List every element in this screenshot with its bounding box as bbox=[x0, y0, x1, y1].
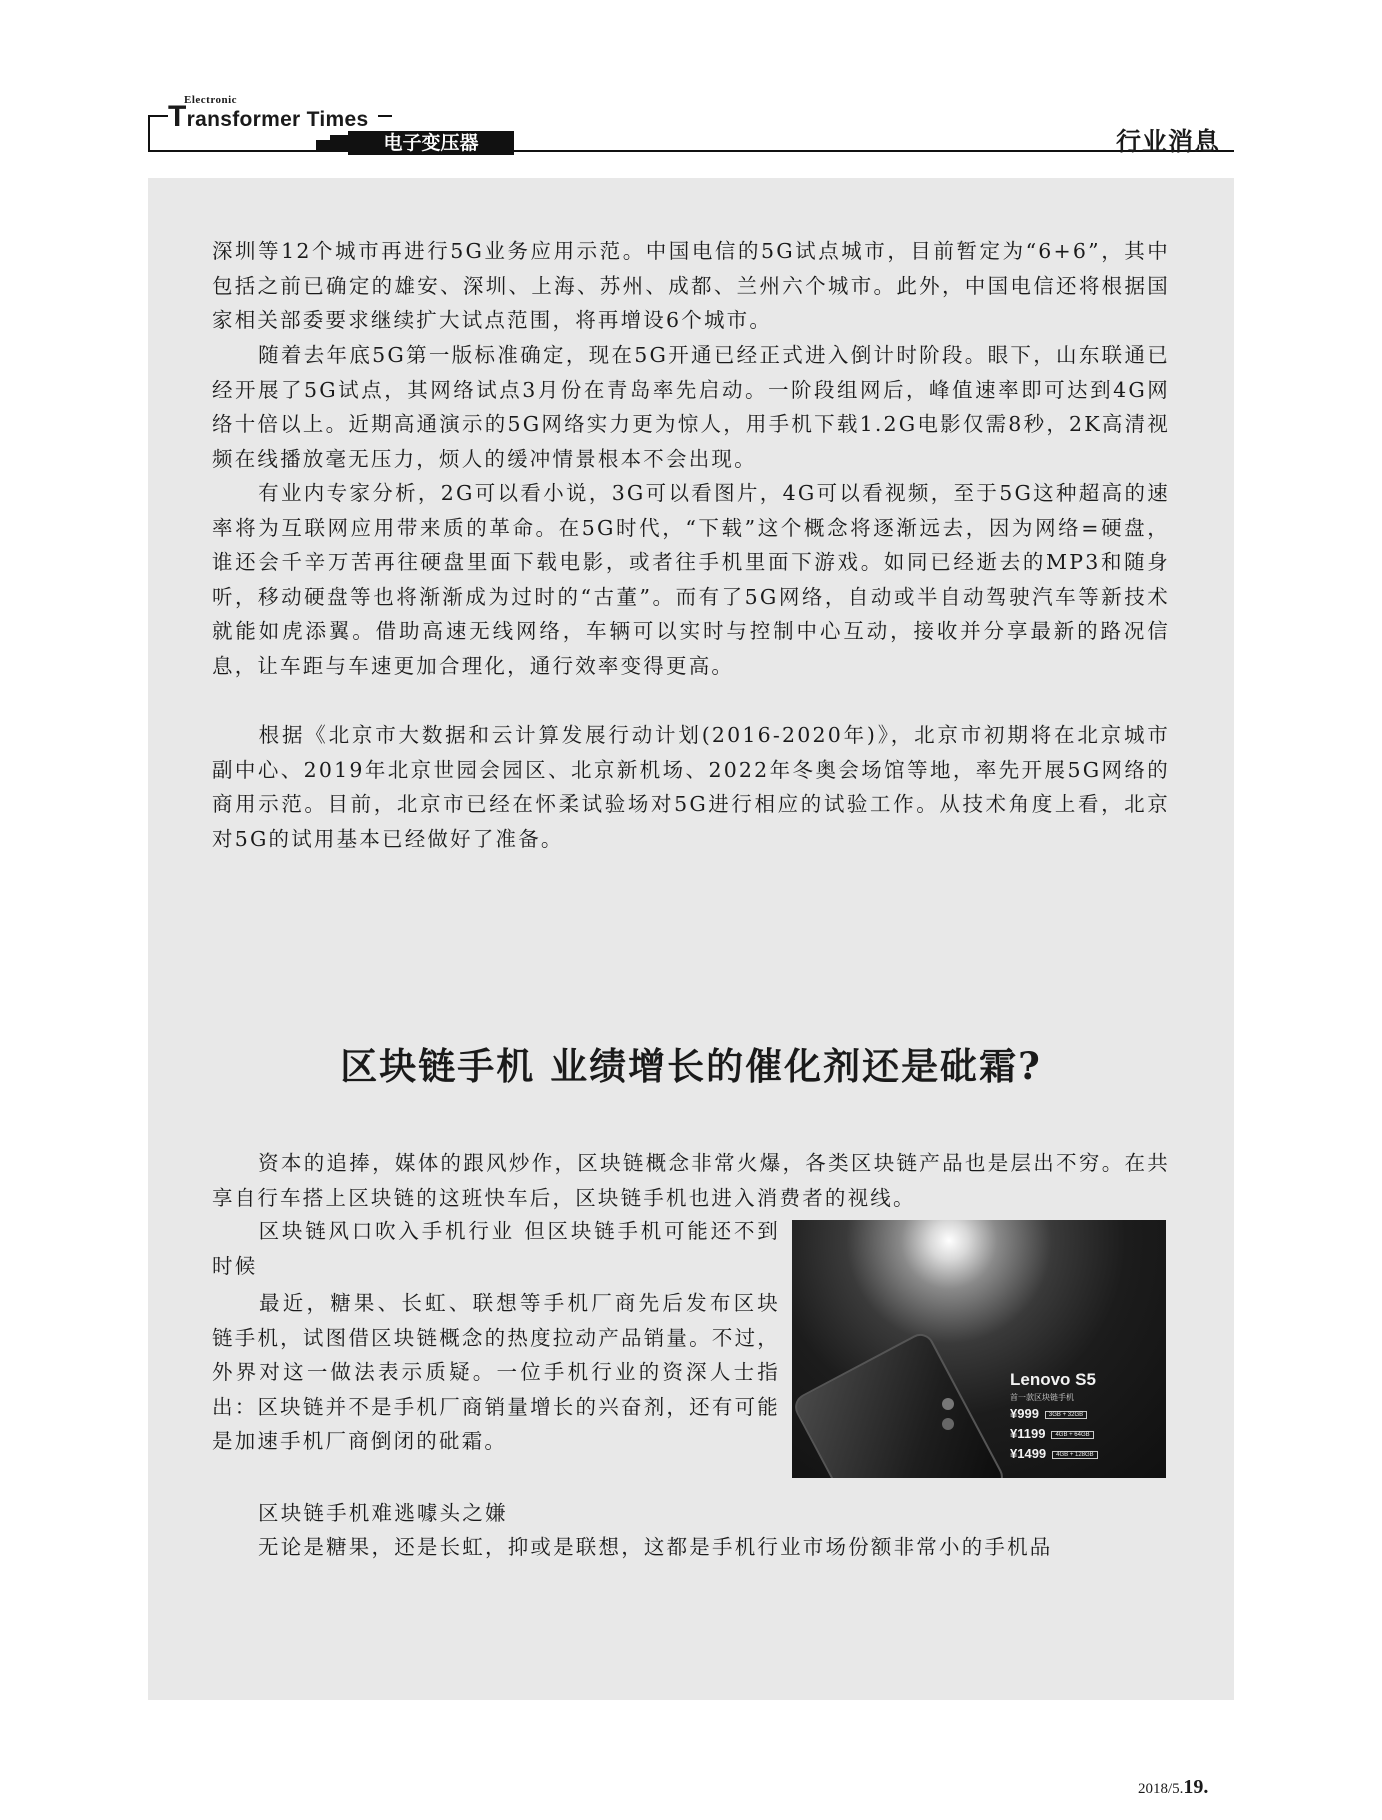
header-rule bbox=[148, 150, 316, 152]
paragraph: 深圳等12个城市再进行5G业务应用示范。中国电信的5G试点城市，目前暂定为“6+6”，其中包括之前已确定的雄安、深圳、上海、苏州、成都、兰州六个城市。此外，中国电信还将根据国家相关部委要求继续扩大试点范围，将再增设6个城市。 bbox=[212, 239, 1170, 332]
section-label: 行业消息 bbox=[1116, 127, 1221, 156]
camera-lens-icon bbox=[942, 1398, 954, 1410]
photo-price-row: ¥1199 4GB + 64GB bbox=[1010, 1426, 1094, 1441]
photo-brand: Lenovo S5 bbox=[1010, 1370, 1096, 1389]
page-number: 19. bbox=[1183, 1776, 1209, 1798]
photo-price-row: ¥999 3GB + 32GB bbox=[1010, 1406, 1087, 1421]
paragraph: 根据《北京市大数据和云计算发展行动计划(2016-2020年)》，北京市初期将在北京城市副中心、2019年北京世园会园区、北京新机场、2022年冬奥会场馆等地，率先开展5G网络的商用示范。目前，北京市已经在怀柔试验场对5G进行相应的试验工作。从技术角度上看，北京对5G的试用基本已经做好了准备。 bbox=[212, 723, 1170, 851]
paragraph: 随着去年底5G第一版标准确定，现在5G开通已经正式进入倒计时阶段。眼下，山东联通已经开展了5G试点，其网络试点3月份在青岛率先启动。一阶段组网后，峰值速率即可达到4G网络十倍以上。近期高通演示的5G网络实力更为惊人，用手机下载1.2G电影仅需8秒，2K高清视频在线播放毫无压力，烦人的缓冲情景根本不会出现。 bbox=[212, 343, 1170, 471]
lenovo-s5-photo bbox=[792, 1220, 1166, 1478]
article-intro: 资本的追捧，媒体的跟风炒作，区块链概念非常火爆，各类区块链产品也是层出不穷。在共享自行车搭上区块链的这班快车后，区块链手机也进入消费者的视线。 bbox=[212, 1151, 1170, 1210]
header-rule bbox=[148, 115, 150, 151]
page-header bbox=[0, 0, 1382, 170]
camera-lens-icon bbox=[942, 1418, 954, 1430]
article-subhead: 区块链手机难逃噱头之嫌 bbox=[258, 1501, 508, 1525]
issue-date: 2018/5. bbox=[1138, 1781, 1184, 1797]
paragraph: 有业内专家分析，2G可以看小说，3G可以看图片，4G可以看视频，至于5G这种超高的速率将为互联网应用带来质的革命。在5G时代，“下载”这个概念将逐渐远去，因为网络=硬盘，谁还会千辛万苦再往硬盘里面下载电影，或者往手机里面下游戏。如同已经逝去的MP3和随身听，移动硬盘等也将渐渐成为过时的“古董”。而有了5G网络，自动或半自动驾驶汽车等新技术就能如虎添翼。借助高速无线网络，车辆可以实时与控制中心互动，接收并分享最新的路况信息，让车距与车速更加合理化，通行效率变得更高。 bbox=[212, 481, 1170, 678]
phone-image bbox=[792, 1329, 1008, 1478]
header-step-shape bbox=[316, 140, 330, 152]
article-body: 最近，糖果、长虹、联想等手机厂商先后发布区块链手机，试图借区块链概念的热度拉动产品销量。不过，外界对这一做法表示质疑。一位手机行业的资深人士指出：区块链并不是手机厂商销量增长的兴奋剂，还有可能是加速手机厂商倒闭的砒霜。 bbox=[212, 1291, 780, 1453]
header-step-shape bbox=[330, 135, 348, 152]
photo-subtitle: 首一款区块链手机 bbox=[1010, 1393, 1074, 1402]
magazine-badge: 电子变压器 bbox=[348, 131, 514, 155]
logo-electronic: Electronic bbox=[184, 94, 238, 106]
article-body: 无论是糖果，还是长虹，抑或是联想，这都是手机行业市场份额非常小的手机品 bbox=[258, 1535, 1053, 1559]
header-rule bbox=[378, 115, 392, 117]
photo-price-row: ¥1499 4GB + 128GB bbox=[1010, 1446, 1098, 1461]
article-subhead: 区块链风口吹入手机行业 但区块链手机可能还不到时候 bbox=[212, 1219, 780, 1278]
page-footer bbox=[1138, 1776, 1208, 1799]
article-title: 区块链手机 业绩增长的催化剂还是砒霜? bbox=[340, 1044, 1042, 1088]
logo-transformer-times: Transformer Times bbox=[168, 100, 369, 133]
header-rule bbox=[148, 115, 168, 117]
